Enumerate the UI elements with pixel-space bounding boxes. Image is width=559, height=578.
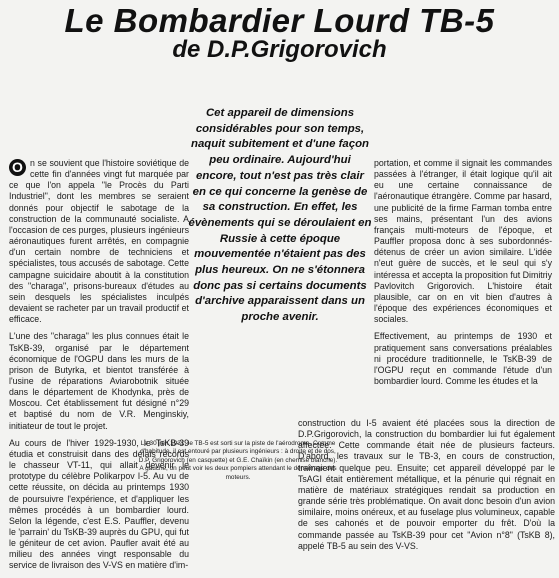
- left-paragraph-1: O n se souvient que l'histoire soviétique de cette fin d'années vingt fut marquée par ce que l'on appela "le Procès du Parti Industriel", dont les membres se seraient donnés pour objectif le sabotage de la construction de la communauté socialiste. A l'occasion de ces purges, plusieurs ingénieurs aéronautiques furent arrêtés, en compagnie d'un certain nombre de techniciens et spécialistes, tous accusés de sabotage. Cette campagne suicidaire aboutit à la constitution des "charaga", prisons-bureaux d'études au sein desquels les spécialistes inculpés devaient se racheter par un travail productif et efficace.: [9, 158, 189, 325]
- left-column: [9, 158, 189, 578]
- left-paragraph-3: Au cours de l'hiver 1929-1930, le TsKB-39 étudia et construisit dans des délais records le chasseur VT-11, qui allait devenir le prototype du célèbre Polikarpov I-5. Au vu de cette réussite, on décida au printemps 1930 de poursuivre l'expérience, et d'appliquer les mêmes procédés à un bombardier lourd. Selon la légende, c'est E.S. Pauffler, devenu le 'parrain' du TsKB-39 auprès du GPU, qui fut le géniteur de cet avion. Paufler avait été au milieu des années vingt responsable du service de livraison des V-VS en matière d'im-: [9, 437, 189, 571]
- right-paragraph-2: Effectivement, au printemps de 1930 et pratiquement sans conversations préalables ni procédure traditionnelle, le TsKB-39 de l'OGPU reçut en commande l'étude d'un bombardier lourd. Comme les études et la: [374, 331, 552, 386]
- middle-paragraph: construction du I-5 avaient été placées sous la direction de D.P.Grigorovich, la construction du bombardier lui fut également affectée. Cette commande était née de plusieurs facteurs. D'abord, les travaux sur le TB-3, en cours de construction, traînaient quelque peu. Ensuite; cet appareil développé par le TsAGI était entièrement métallique, et la pénurie qui régnait en matière de matériaux stratégiques rendait sa production en grande série très problématique. On avait donc besoin d'un avion similaire, moins onéreux, et au fuselage plus volumineux, capable de ses cahonés et de pouvoir emporter du frêt. D'où la commande passée au TsKB-39 pour cet "Avion n°8" (TsKB 8), appelé TB-5 au sein des V-VS.: [298, 418, 555, 551]
- article-subtitle: de D.P.Grigorovich: [172, 36, 387, 63]
- intro-lede: Cet appareil de dimensions considérables pour son temps, naquit subitement et d'une façon peu ordinaire. Aujourd'hui encore, tout n'est pas très clair en ce qui concerne la genèse de sa construction. En effet, les évènements qui se déroulaient en Russie à cette époque mouvementée n'étaient pas des plus heureux. On ne s'étonnera donc pas si certains documents d'archive apparaissent dans un proche avenir.: [188, 107, 372, 324]
- dropcap: O: [9, 159, 26, 176]
- right-column: [374, 158, 552, 393]
- photo-caption: Le 30 juin 1931, le TB-5 est sorti sur la piste de l'aérodrome. Comme d'habitude, il est entouré par plusieurs ingénieurs : à droite et de dos, D.P. Grigorovich (en casquette) et G.E. Chaïkin (en chemise blanche). A gauche, on peut voir les deux pompiers attendant le démarrage des moteurs.: [138, 440, 338, 481]
- article-title: Le Bombardier Lourd TB-5: [64, 2, 495, 39]
- right-paragraph-1: portation, et comme il signait les commandes passées à l'étranger, il était logique qu'il ait eu une certaine connaissance de l'aéronautique étrangère. Comme par hasard, une publicité de la firme Farman tomba entre ses mains, présentant l'un des avions français multi-moteurs de l'époque, et Pauffler proposa donc à ses subordonnés-détenus de créer un avion similaire. L'idée n'eut guère de succès, et le seul qui s'y intéressa et accepta la proposition fut Dimitriy Pavlovitch Grigorovich. L'histoire était plausible, car on en vit bien d'autres à l'époque des expériences économiques et sociales.: [374, 158, 552, 325]
- left-paragraph-2: L'une des "charaga" les plus connues était le TsKB-39, organisé par le département économique de l'OGPU dans les murs de la prison de Butyrka, et bientot transférée à l'usine de réparations Aviarobotnik située dans le département de Khodynka, près de Moscou. Cet établissement fut désigné n°29 et baptisé du nom de V.R. Menginskiy, initiateur de tout le projet.: [9, 331, 189, 431]
